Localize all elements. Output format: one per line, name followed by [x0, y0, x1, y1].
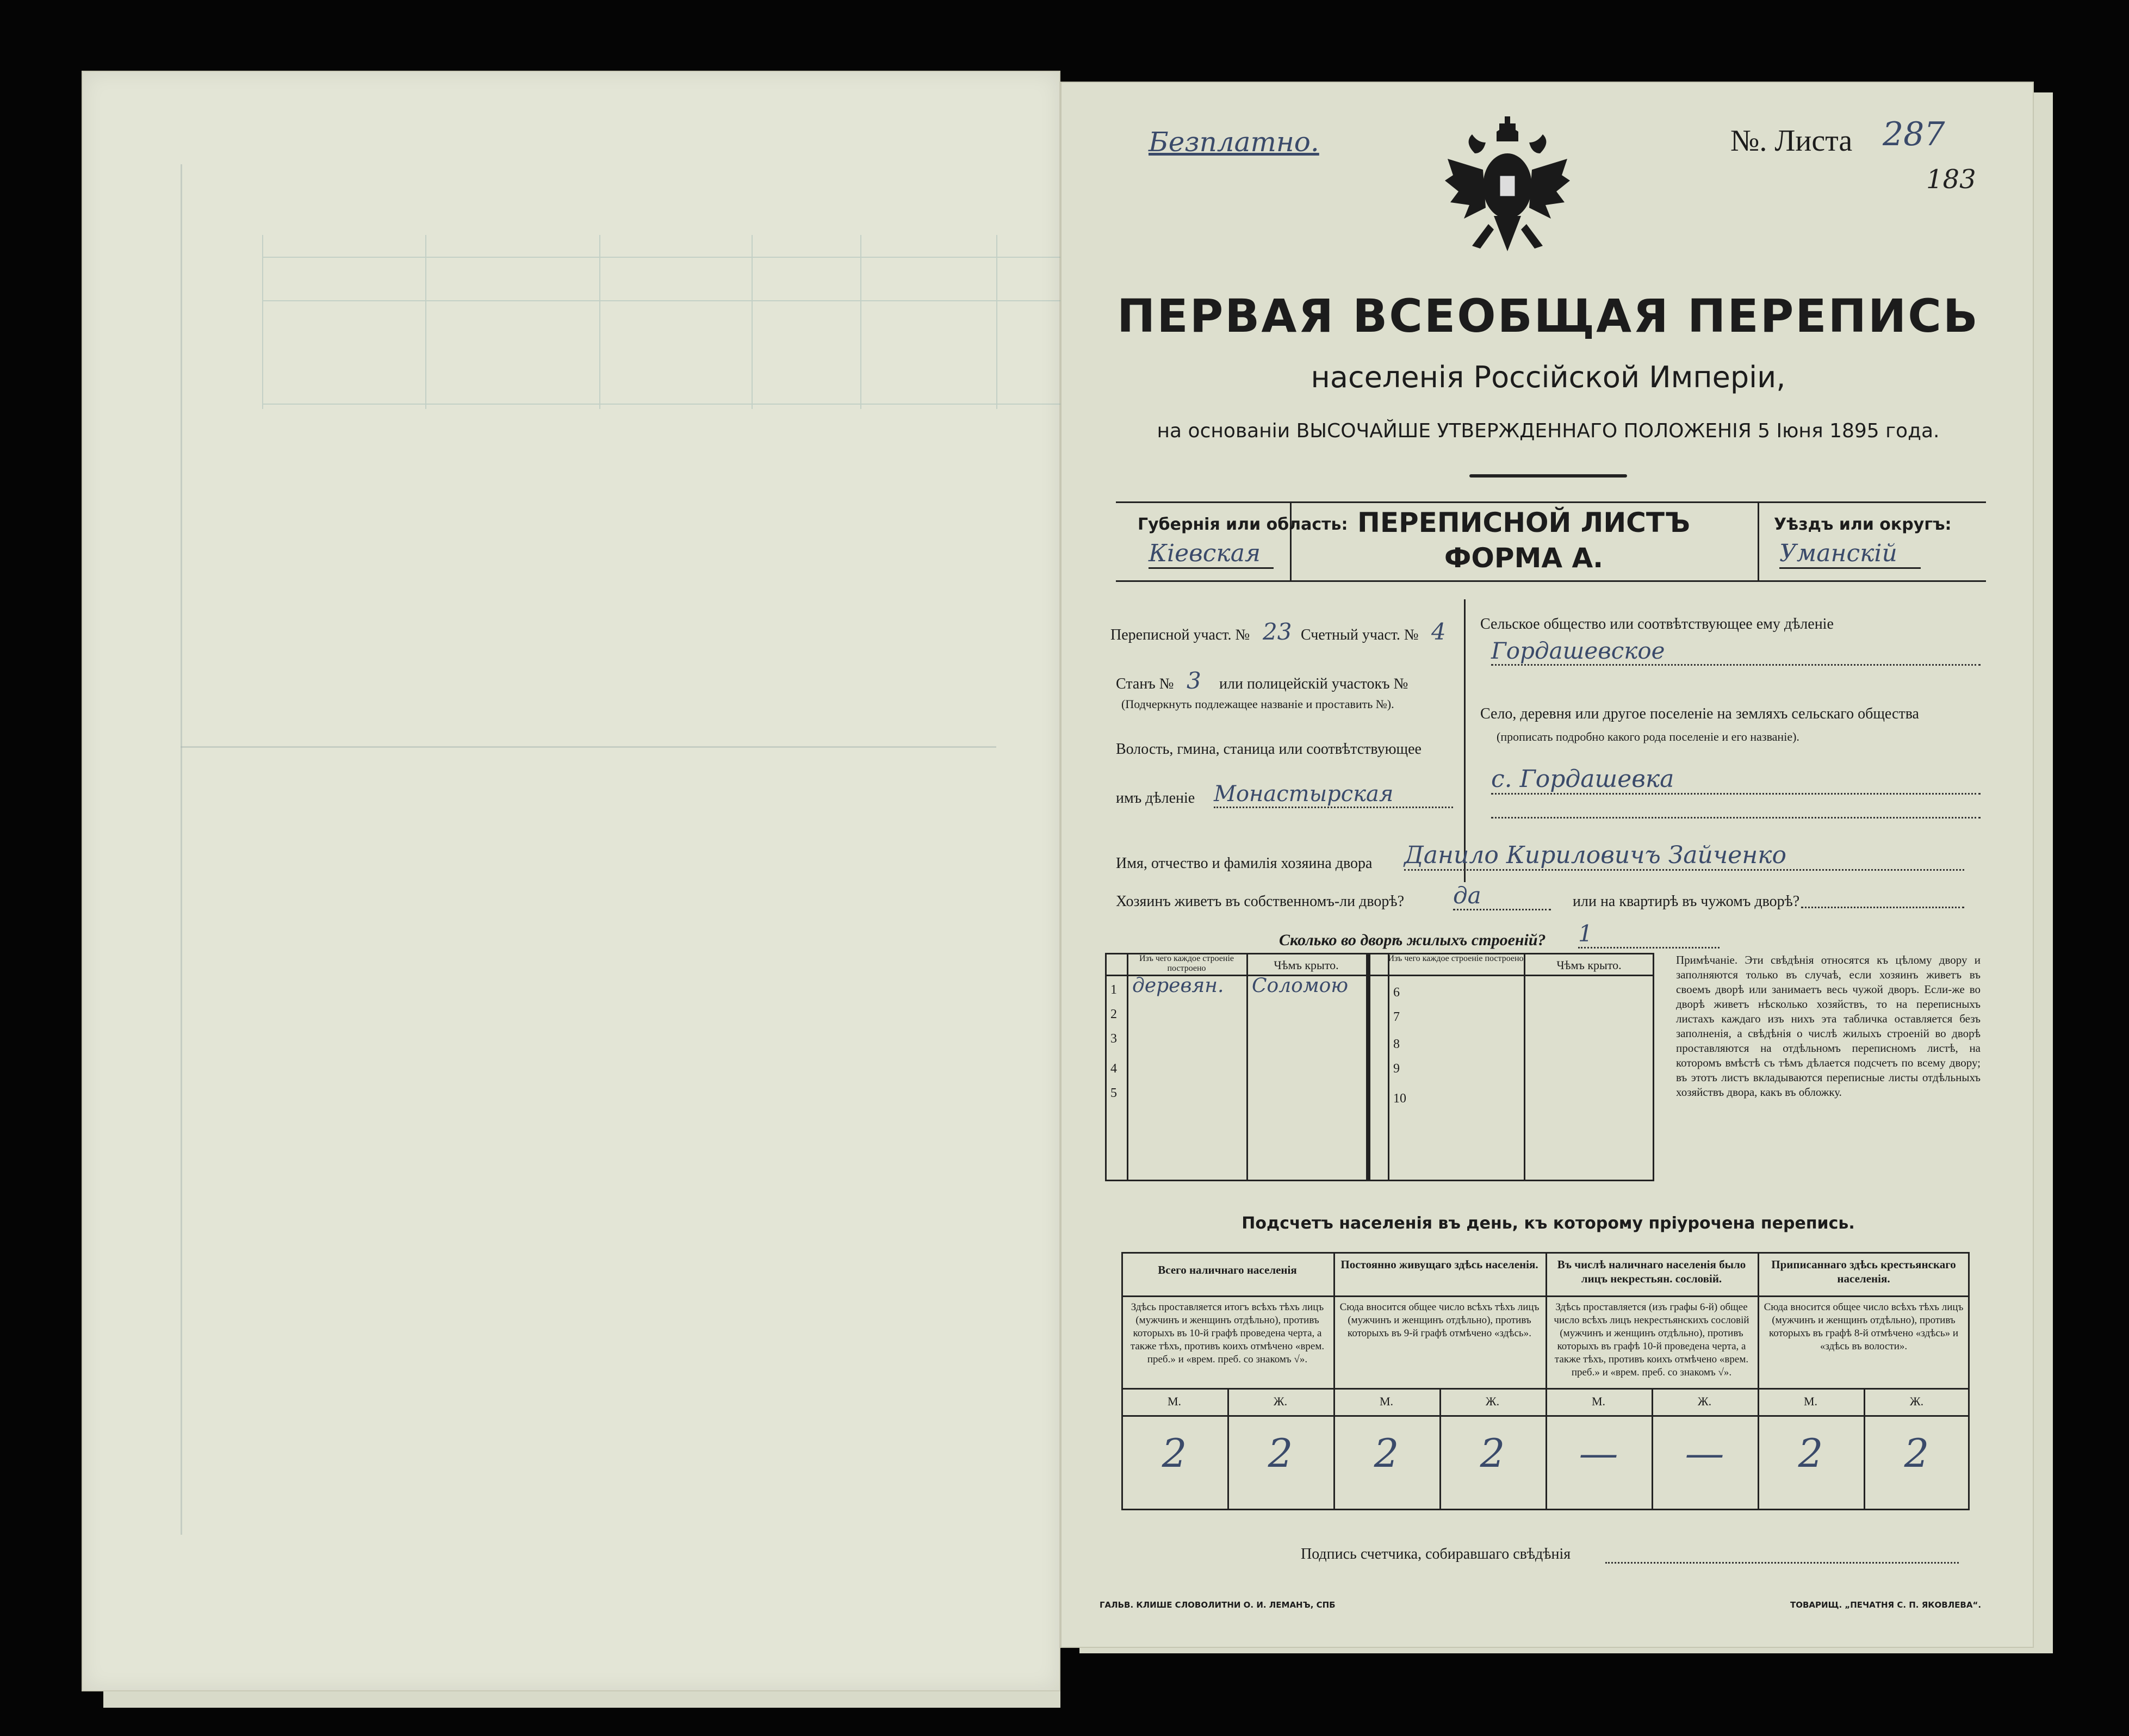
stan-value: 3 [1187, 667, 1201, 694]
signature-label: Подпись счетчика, собиравшаго свѣдѣнія [1301, 1546, 1571, 1563]
count-col3-f-label: Ж. [1697, 1394, 1712, 1408]
count-col1-f-value: 2 [1268, 1430, 1293, 1476]
census-section-value: 23 [1263, 618, 1292, 645]
ornament-divider [1469, 474, 1627, 478]
society-value: Гордашевское [1491, 637, 1981, 666]
count-col1-m-value: 2 [1162, 1430, 1187, 1476]
free-label: Безплатно. [1149, 126, 1319, 158]
count-col2-f-value: 2 [1480, 1430, 1505, 1476]
count-col2-m-value: 2 [1374, 1430, 1399, 1476]
bleed-through-grid [262, 235, 1078, 409]
imperial-eagle-emblem [1442, 115, 1573, 262]
volost-value: Монастырская [1214, 782, 1453, 808]
count-col2-desc: Сюда вносится общее число всѣхъ тѣхъ лицъ (мужчинъ и женщинъ отдѣльно), противъ которыхъ въ 9-й графѣ отмѣчено «здѣсь». [1339, 1301, 1540, 1339]
count-col1-desc: Здѣсь проставляется итогъ всѣхъ тѣхъ лицъ (мужчинъ и женщинъ отдѣльно), противъ которыхъ въ 10-й графѣ проведена черта, а также тѣхъ, противъ коихъ отмѣчено «врем. преб.» и «врем. преб. со знакомъ √». [1130, 1301, 1325, 1365]
count-title: Подсчетъ населенія въ день, къ которому пріурочена перепись. [1242, 1214, 1855, 1233]
count-col3-desc: Здѣсь проставляется (изъ графы 6-й) общее число всѣхъ лицъ некрестьянскихъ сословій (мужчинъ и женщинъ отдѣльно), противъ которыхъ въ графѣ 10-й проведена черта, а также тѣхъ, противъ коихъ отмѣчено «врем. преб.» и «врем. преб. со знакомъ √». [1554, 1301, 1749, 1378]
row-num-4: 4 [1110, 1062, 1117, 1076]
buildings-note: Примѣчаніе. Эти свѣдѣнія относятся къ цѣлому двору и заполняются только въ случаѣ, если хозяинъ живетъ въ своемъ дворѣ или занимаетъ весь чужой дворъ. Если-же во дворѣ живетъ нѣсколько хозяйствъ, то на переписныхъ листахъ каждаго изъ нихъ эта табличка оставляется безъ заполненія, а свѣдѣнія о числѣ жилыхъ строеній во дворѣ проставляются на отдѣльномъ переписномъ листѣ, на которомъ вмѣстѣ съ тѣмъ дѣлается подсчетъ по всему двору; въ этотъ листъ вкладываются переписные листы отдѣльныхъ хозяйствъ двора, какъ въ обложку. [1676, 953, 1981, 1099]
row-num-9: 9 [1393, 1062, 1400, 1076]
col-roof-right: Чѣмъ крыто. [1556, 958, 1622, 972]
row-num-5: 5 [1110, 1086, 1117, 1100]
village-note: (прописать подробно какого рода поселеніе и его названіе). [1497, 730, 1799, 743]
count-col3-m-label: М. [1591, 1394, 1606, 1408]
buildings-value: 1 [1578, 920, 1720, 948]
village-value: с. Гордашевка [1491, 765, 1981, 795]
col-material-left: Изъ чего каждое строеніе построено [1139, 954, 1234, 973]
sheet-number-label: №. Листа [1730, 124, 1853, 158]
volost-label: Волость, гмина, станица или соотвѣтствующее [1116, 741, 1422, 758]
count-col2-head: Постоянно живущаго здѣсь населенія. [1340, 1258, 1538, 1271]
count-col3-m-value: — [1579, 1430, 1618, 1476]
census-section-label: Переписной участ. № [1110, 627, 1250, 643]
society-label: Сельское общество или соотвѣтствующее ему дѣленіе [1480, 616, 1834, 633]
sheet-number-value: 287 [1883, 115, 1945, 153]
province-label: Губернія или область: [1138, 515, 1348, 534]
district-label: Уѣздъ или округъ: [1774, 515, 1952, 534]
count-section-value: 4 [1431, 618, 1446, 645]
bleed-margin-line [181, 164, 182, 1535]
own-yard-value: да [1453, 882, 1551, 910]
division-label: имъ дѣленіе [1116, 790, 1195, 807]
count-col2-f-label: Ж. [1485, 1394, 1500, 1408]
col-material-right: Изъ чего каждое строеніе построено [1388, 954, 1524, 963]
count-col2-m-label: М. [1379, 1394, 1394, 1408]
col-roof-left: Чѣмъ крыто. [1274, 958, 1339, 972]
village-label: Село, деревня или другое поселеніе на земляхъ сельскаго общества [1480, 705, 1919, 722]
printer-right: ТОВАРИЩ. „ПЕЧАТНЯ С. П. ЯКОВЛЕВА“. [1790, 1600, 1982, 1610]
printer-left: ГАЛЬВ. КЛИШЕ СЛОВОЛИТНИ О. И. ЛЕМАНЪ, СПБ [1100, 1600, 1336, 1610]
row1-roof: Соломою [1252, 975, 1349, 997]
count-col4-f-value: 2 [1904, 1430, 1929, 1476]
row-num-7: 7 [1393, 1010, 1400, 1024]
own-yard-label: Хозяинъ живетъ въ собственномъ-ли дворѣ? [1116, 893, 1405, 910]
count-section-label: Счетный участ. № [1301, 627, 1419, 643]
province-value: Кіевская [1149, 540, 1274, 569]
form-name: ФОРМА А. [1444, 542, 1604, 574]
bleed-rule [181, 746, 996, 748]
count-col4-f-label: Ж. [1909, 1394, 1924, 1408]
census-title: ПЕРВАЯ ВСЕОБЩАЯ ПЕРЕПИСЬ [1117, 289, 1979, 343]
count-col1-head: Всего наличнаго населенія [1158, 1263, 1297, 1276]
police-label: или полицейскій участокъ № [1219, 675, 1408, 692]
row-num-2: 2 [1110, 1007, 1117, 1021]
count-col1-m-label: М. [1167, 1394, 1182, 1408]
count-col1-f-label: Ж. [1273, 1394, 1288, 1408]
row-num-6: 6 [1393, 985, 1400, 1000]
row-num-8: 8 [1393, 1037, 1400, 1051]
owner-value: Данило Кириловичъ Зайченко [1404, 841, 1964, 871]
row-num-10: 10 [1393, 1092, 1406, 1106]
owner-label: Имя, отчество и фамилія хозяина двора [1116, 855, 1373, 872]
row-num-1: 1 [1110, 983, 1117, 997]
signature-line [1605, 1562, 1959, 1564]
count-col3-head: Въ числѣ наличнаго населенія было лицъ некрестьян. сословій. [1557, 1258, 1746, 1285]
rent-line [1801, 907, 1964, 908]
stan-label: Станъ № [1116, 675, 1174, 692]
left-page [82, 71, 1060, 1691]
count-col4-m-label: М. [1803, 1394, 1818, 1408]
census-basis: на основаніи ВЫСОЧАЙШЕ УТВЕРЖДЕННАГО ПОЛОЖЕНІЯ 5 Іюня 1895 года. [1157, 420, 1940, 442]
row1-material: деревян. [1132, 975, 1224, 997]
census-form-page [1060, 82, 2034, 1648]
rent-label: или на квартирѣ въ чужомъ дворѣ? [1573, 893, 1800, 910]
count-col4-desc: Сюда вносится общее число всѣхъ тѣхъ лицъ (мужчинъ и женщинъ отдѣльно), противъ которыхъ въ графѣ 8-й отмѣчено «здѣсь» и «здѣсь въ волости». [1764, 1301, 1964, 1352]
count-col4-m-value: 2 [1798, 1430, 1823, 1476]
row-num-3: 3 [1110, 1032, 1117, 1046]
census-subtitle: населенія Россійской Имперіи, [1311, 360, 1786, 394]
count-col3-f-value: — [1685, 1430, 1724, 1476]
underline-note: (Подчеркнуть подлежащее названіе и проставить №). [1121, 697, 1394, 711]
count-col4-head: Приписаннаго здѣсь крестьянскаго населенія. [1771, 1258, 1956, 1285]
buildings-label: Сколько во дворѣ жилыхъ строеній? [1279, 931, 1546, 949]
village-extra-line [1491, 817, 1981, 819]
district-value: Уманскій [1779, 540, 1921, 569]
sheet-title: ПЕРЕПИСНОЙ ЛИСТЪ [1357, 507, 1690, 538]
archive-number: 183 [1926, 164, 1976, 195]
